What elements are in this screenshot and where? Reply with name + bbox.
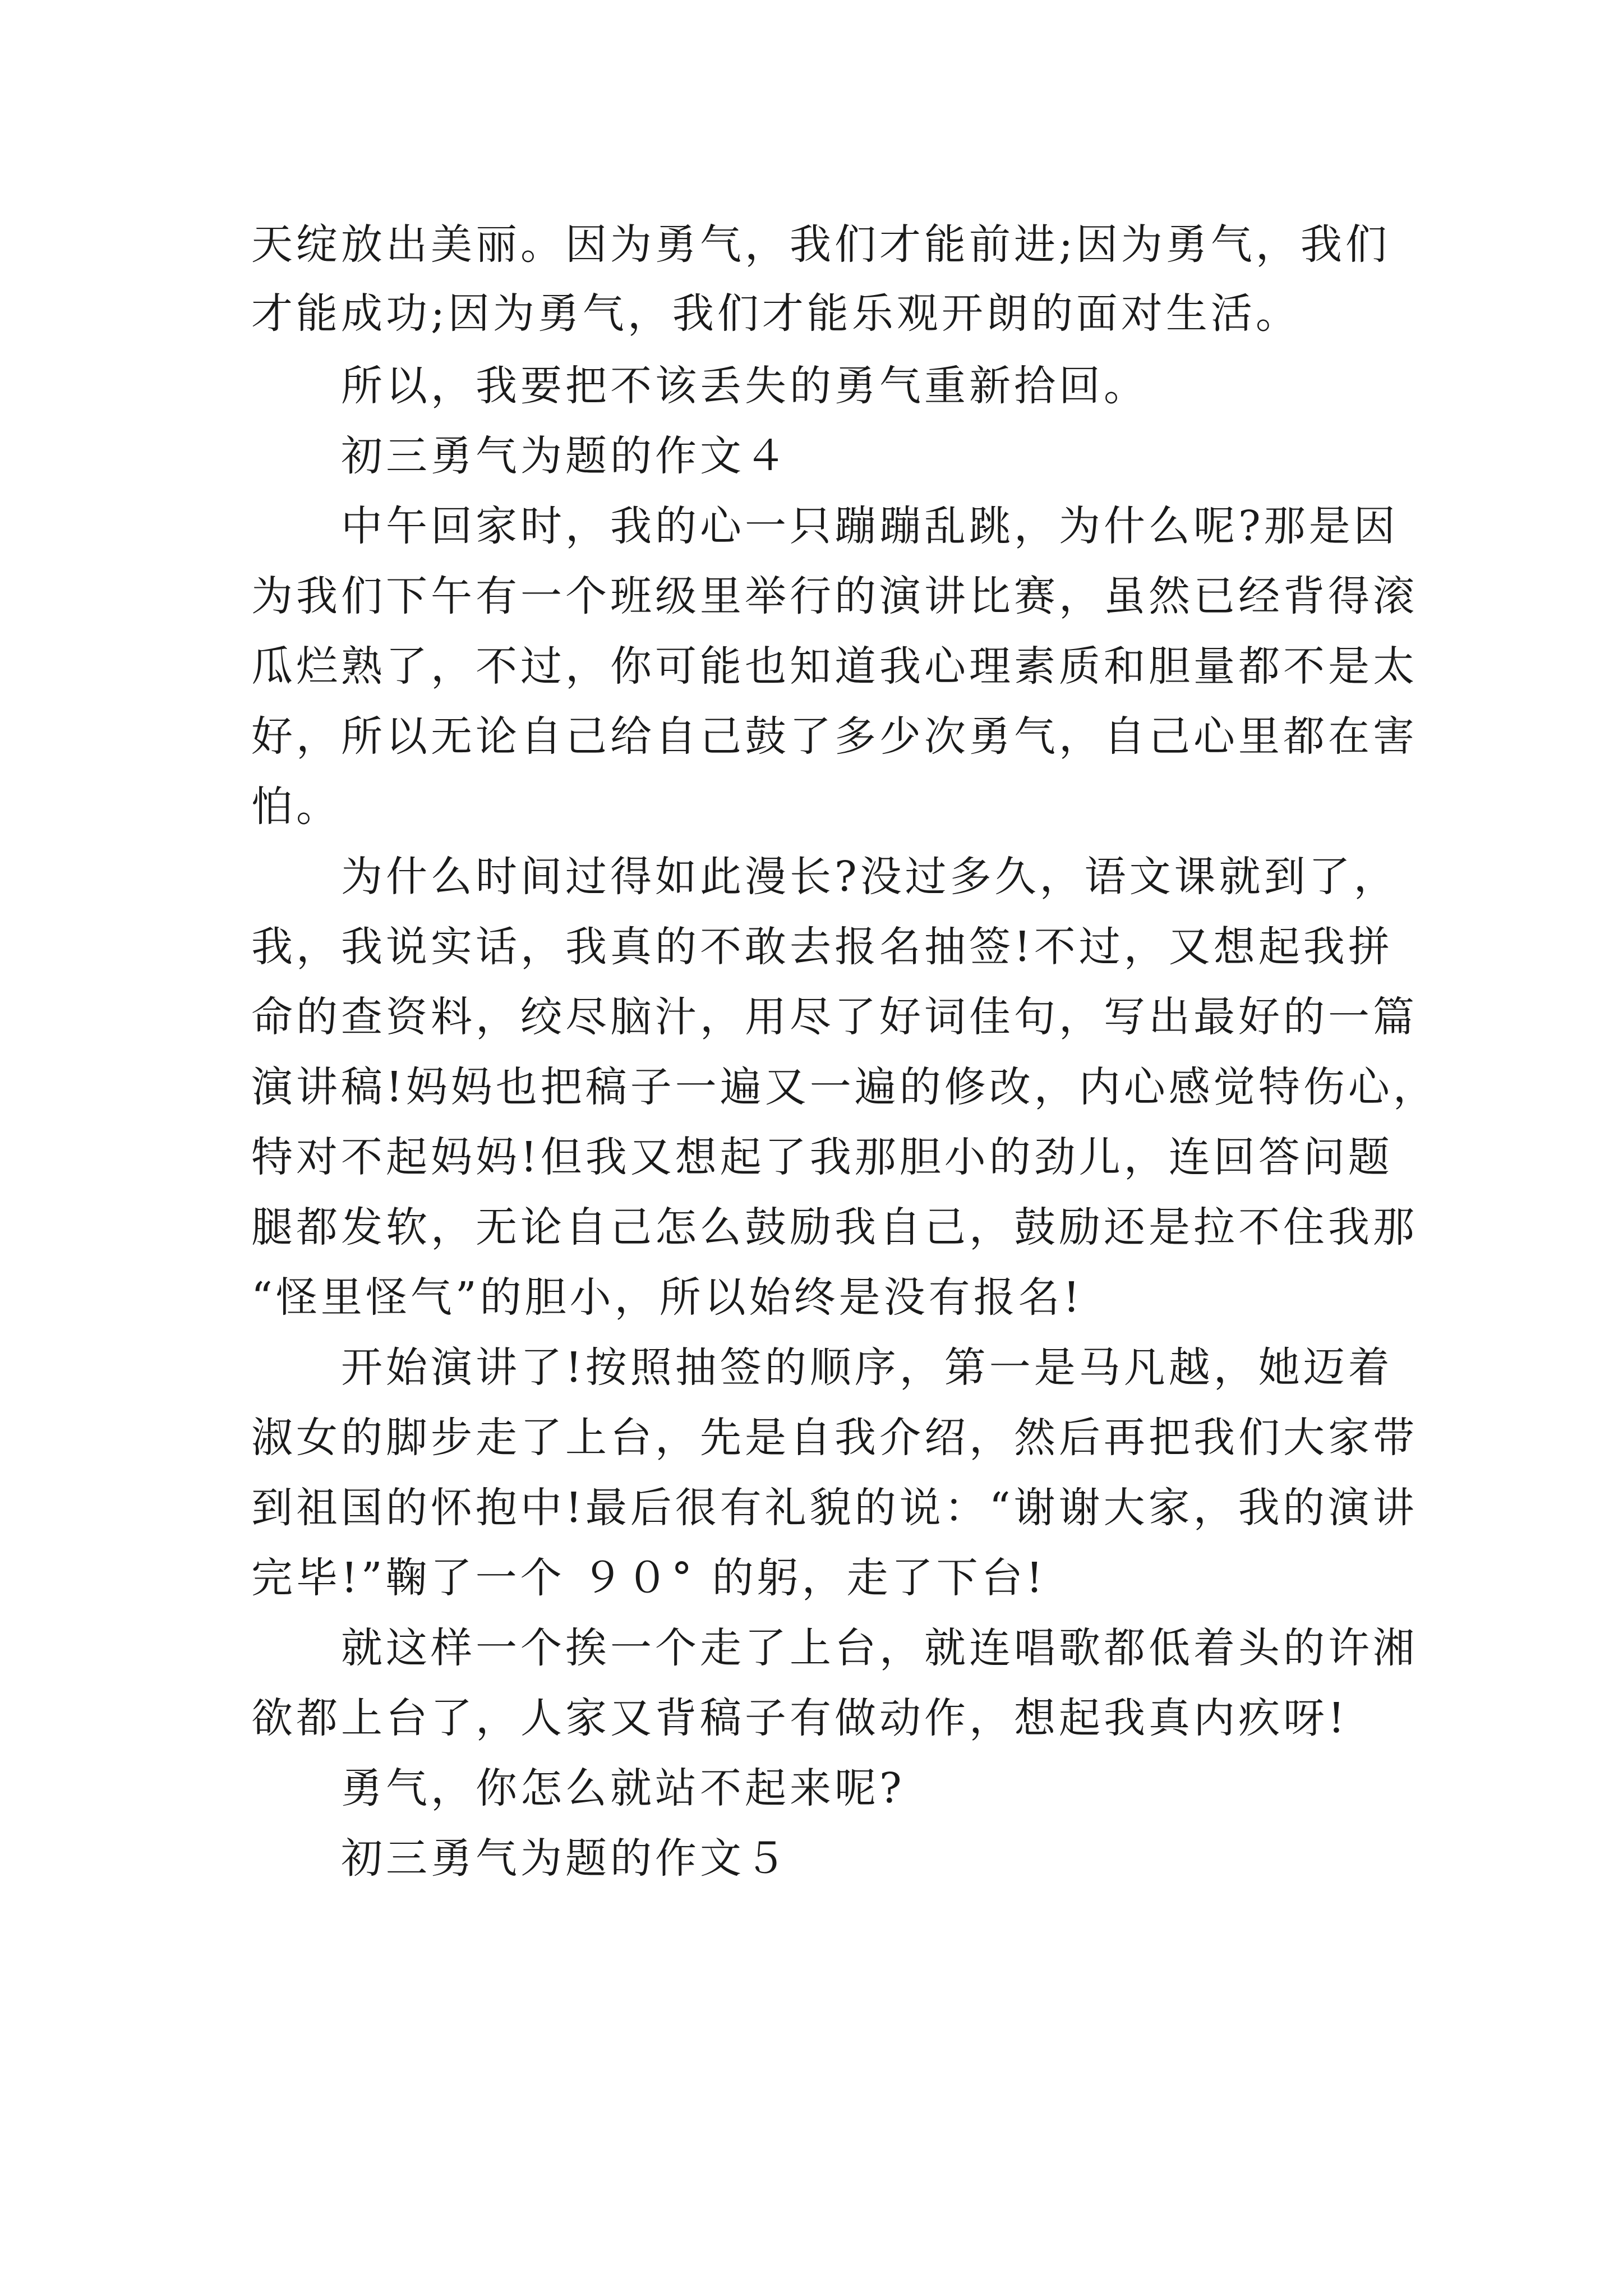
text-line: 演讲稿!妈妈也把稿子一遍又一遍的修改，内心感觉特伤心，	[251, 1063, 1438, 1111]
text-line: 怕。	[251, 783, 341, 831]
text-line: 到祖国的怀抱中!最后很有礼貌的说：“谢谢大家，我的演讲	[251, 1484, 1418, 1532]
text-line: 就这样一个挨一个走了上台，就连唱歌都低着头的许湘	[251, 1624, 1418, 1672]
text-line: 完毕!”鞠了一个 ９０° 的躬，走了下台!	[251, 1554, 1046, 1602]
text-line: 好，所以无论自己给自己鼓了多少次勇气，自己心里都在害	[251, 712, 1418, 761]
text-line: 天绽放出美丽。因为勇气，我们才能前进;因为勇气，我们	[251, 220, 1390, 269]
text-line: 勇气，你怎么就站不起来呢?	[251, 1764, 905, 1812]
text-line: 我，我说实话，我真的不敢去报名抽签!不过，又想起我拼	[251, 923, 1393, 971]
text-line: “怪里怪气”的胆小，所以始终是没有报名!	[251, 1273, 1083, 1322]
text-line: 命的查资料，绞尽脑汁，用尽了好词佳句，写出最好的一篇	[251, 993, 1418, 1041]
text-line: 腿都发软，无论自己怎么鼓励我自己，鼓励还是拉不住我那	[251, 1203, 1418, 1251]
text-line: 欲都上台了，人家又背稿子有做动作，想起我真内疚呀!	[251, 1694, 1348, 1742]
text-line: 开始演讲了!按照抽签的顺序，第一是马凡越，她迈着	[251, 1343, 1393, 1392]
text-line: 特对不起妈妈!但我又想起了我那胆小的劲儿，连回答问题	[251, 1133, 1393, 1181]
text-line: 淑女的脚步走了上台，先是自我介绍，然后再把我们大家带	[251, 1414, 1418, 1462]
text-line: 瓜烂熟了，不过，你可能也知道我心理素质和胆量都不是太	[251, 642, 1418, 691]
text-line: 中午回家时，我的心一只蹦蹦乱跳，为什么呢?那是因	[251, 502, 1399, 550]
section-heading: 初三勇气为题的作文５	[251, 1834, 790, 1883]
text-line: 所以，我要把不该丢失的勇气重新拾回。	[251, 362, 1149, 410]
section-heading: 初三勇气为题的作文４	[251, 432, 790, 480]
text-line: 才能成功;因为勇气，我们才能乐观开朗的面对生活。	[251, 289, 1301, 338]
text-line: 为什么时间过得如此漫长?没过多久，语文课就到了，	[251, 853, 1399, 901]
text-line: 为我们下午有一个班级里举行的演讲比赛，虽然已经背得滚	[251, 572, 1418, 620]
